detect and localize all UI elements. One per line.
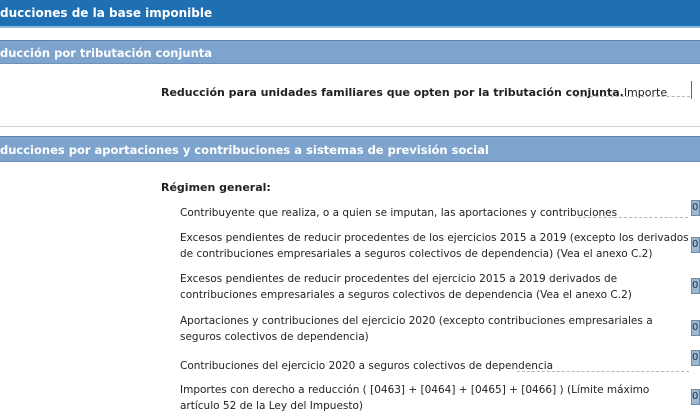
pension-row-0463-input[interactable]: 0 bbox=[691, 200, 700, 216]
pension-row-label: Contribuyente que realiza, o a quien se imputan, las aportaciones y contribuciones bbox=[180, 207, 618, 219]
joint-reduction-amount-input[interactable] bbox=[691, 81, 700, 99]
pension-row-0464-input[interactable]: 0 bbox=[691, 237, 700, 253]
section-joint-taxation-header[interactable] bbox=[0, 40, 700, 64]
regime-general-label: Régimen general: bbox=[161, 181, 271, 194]
pension-row-0466-input[interactable]: 0 bbox=[691, 320, 700, 336]
header-divider bbox=[0, 26, 700, 28]
page-header-title: ducciones de la base imponible bbox=[0, 6, 213, 20]
joint-reduction-importe-label: Importe bbox=[623, 86, 668, 99]
pension-row-label: Contribuciones del ejercicio 2020 a seguros colectivos de dependencia bbox=[180, 360, 554, 372]
pension-row-label: Importes con derecho a reducción ( [0463] + [0464] + [0465] + [0466] ) (Límite máximo artículo 52 de la Ley del Impuesto) bbox=[180, 384, 650, 412]
pension-row-dependency-input[interactable]: 0 bbox=[691, 350, 700, 366]
page-header bbox=[0, 0, 700, 26]
leader-dots bbox=[578, 217, 688, 218]
joint-reduction-row bbox=[161, 86, 667, 99]
pension-row-0465-input[interactable]: 0 bbox=[691, 278, 700, 294]
pension-row-total-input[interactable]: 0 bbox=[691, 389, 700, 405]
pension-row-label: Aportaciones y contribuciones del ejercicio 2020 (excepto contribuciones empresariales a seguros colectivos de dependencia) bbox=[180, 315, 653, 343]
section-divider bbox=[0, 126, 700, 127]
leader-dots bbox=[517, 371, 689, 372]
section-pension-title: ducciones por aportaciones y contribuciones a sistemas de previsión social bbox=[0, 143, 489, 157]
joint-reduction-label: Reducción para unidades familiares que opten por la tributación conjunta. bbox=[161, 86, 624, 99]
pension-row-label: Excesos pendientes de reducir procedentes del ejercicio 2015 a 2019 derivados de contribuciones empresariales a seguros colectivos de dependencia (Vea el anexo C.2) bbox=[180, 273, 632, 301]
pension-row-label: Excesos pendientes de reducir procedentes de los ejercicios 2015 a 2019 (excepto los derivados de contribuciones empresariales a seguros colectivos de dependencia) (Vea el anexo C.2) bbox=[180, 232, 689, 260]
section-pension-header[interactable] bbox=[0, 136, 700, 162]
section-joint-taxation-title: ducción por tributación conjunta bbox=[0, 46, 213, 60]
leader-dots bbox=[575, 96, 695, 97]
